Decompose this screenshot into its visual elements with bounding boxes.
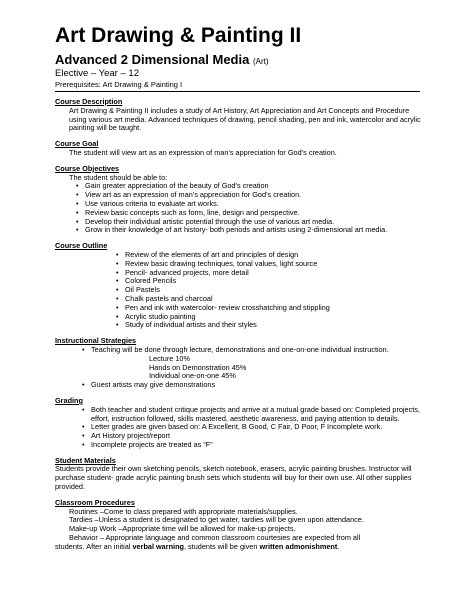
procedure-tardies: Tardies –Unless a student is designated to get water, tardies will be given upon attendance.: [69, 515, 364, 525]
list-item: • Study of individual artists and their styles: [125, 321, 425, 330]
section-grading: [55, 397, 425, 450]
section-outline: [55, 242, 425, 330]
list-item: • Letter grades are given based on: A Excellent, B Good, C Fair, D Poor, F Incomplete work.: [91, 423, 425, 432]
list-item: • Art History project/report: [91, 432, 425, 441]
list-item: • View art as an expression of man’s appreciation for God’s creation.: [85, 191, 425, 200]
subtitle-tag: (Art): [252, 57, 269, 66]
section-heading: Classroom Procedures: [55, 497, 135, 507]
page-title: Art Drawing & Painting II: [55, 24, 302, 47]
list-item: • Both teacher and student critique projects and arrive at a mutual grade based on: Completed projects, effort, instruction followed, skills mastered, aesthetic awareness, and paying attention to details.: [91, 406, 425, 424]
section-text: Art Drawing & Painting II includes a study of Art History, Art Appreciation and Art Concepts and Procedure using various art media. Advanced techniques of drawing, pencil shading, pen and ink, watercolor and acrylic painting will be taught.: [69, 105, 421, 133]
list-item: • Gain greater appreciation of the beauty of God’s creation: [85, 182, 425, 191]
procedure-behavior-cont: [55, 543, 425, 552]
section-goal: [55, 140, 425, 158]
page-subtitle: [55, 52, 269, 69]
objectives-list: [85, 182, 425, 235]
section-materials: [55, 457, 425, 492]
list-item: • Colored Pencils: [125, 277, 425, 286]
list-item: • Review basic drawing techniques, tonal values, light source: [125, 260, 425, 269]
section-strategies: [55, 337, 425, 390]
section-text: The student will view art as an expression of man’s appreciation for God’s creation.: [69, 147, 337, 157]
header-divider: [55, 91, 420, 92]
grading-list: [91, 406, 425, 450]
document-body: [55, 98, 425, 559]
section-heading: Student Materials: [55, 455, 116, 465]
list-item: • Pencil- advanced projects, more detail: [125, 269, 425, 278]
section-heading: Course Description: [55, 97, 123, 106]
text-run: students. After an initial: [55, 541, 133, 551]
section-objectives: [55, 165, 425, 235]
bold-written-admonishment: written admonishment: [259, 541, 338, 551]
list-item: • Review of the elements of art and principles of design: [125, 251, 425, 260]
bold-verbal-warning: verbal warning: [132, 541, 184, 551]
section-heading: Instructional Strategies: [55, 336, 137, 346]
objectives-intro: The student should be able to:: [69, 172, 168, 182]
elective-line: Elective – Year – 12: [55, 68, 139, 79]
section-text: Students provide their own sketching pencils, sketch notebook, erasers, acrylic painting brushes. Instructor will purchase student- grade acrylic painting brush sets which students will buy for their own use. All other supplies provided.: [55, 464, 412, 492]
list-item-text: Teaching will be done through lecture, demonstrations and one-on-one individual instruction.: [91, 344, 389, 354]
section-heading: Course Outline: [55, 241, 108, 251]
list-item: • Grow in their knowledge of art history- both periods and artists using 2-dimensional art media.: [85, 226, 425, 235]
text-run: , students will be given: [183, 541, 260, 551]
list-item: • Acrylic studio painting: [125, 313, 425, 322]
prerequisites-line: Prerequisites: Art Drawing & Painting I: [55, 80, 183, 89]
section-description: [55, 98, 425, 133]
section-heading: Course Goal: [55, 139, 99, 149]
list-item: • Oil Pastels: [125, 286, 425, 295]
section-heading: Grading: [55, 395, 83, 405]
strategy-individual: Individual one-on-one 45%: [149, 371, 236, 381]
procedure-routines: Routines –Come to class prepared with appropriate materials/supplies.: [69, 506, 298, 516]
list-item: • Review basic concepts such as form, line, design and perspective.: [85, 209, 425, 218]
list-item: [91, 346, 425, 381]
section-procedures: [55, 499, 425, 552]
strategies-list: [91, 346, 425, 390]
subtitle-text: Advanced 2 Dimensional Media: [55, 52, 250, 67]
outline-list: [125, 251, 425, 330]
list-item: • Pen and ink with watercolor- review crosshatching and stippling: [125, 304, 425, 313]
list-item: • Guest artists may give demonstrations: [91, 381, 425, 390]
list-item: • Incomplete projects are treated as “F”: [91, 441, 425, 450]
strategy-lecture: Lecture 10%: [149, 353, 190, 363]
procedure-behavior: Behavior – Appropriate language and common classroom courtesies are expected from all: [69, 533, 361, 543]
section-heading: Course Objectives: [55, 163, 120, 173]
list-item: • Chalk pastels and charcoal: [125, 295, 425, 304]
strategy-demonstration: Hands on Demonstration 45%: [149, 362, 247, 372]
text-run: .: [337, 541, 340, 551]
list-item: • Develop their individual artistic potential through the use of various art media.: [85, 218, 425, 227]
list-item: • Use various criteria to evaluate art works.: [85, 200, 425, 209]
procedure-makeup: Make-up Work –Appropriate time will be allowed for make-up projects.: [69, 524, 296, 534]
